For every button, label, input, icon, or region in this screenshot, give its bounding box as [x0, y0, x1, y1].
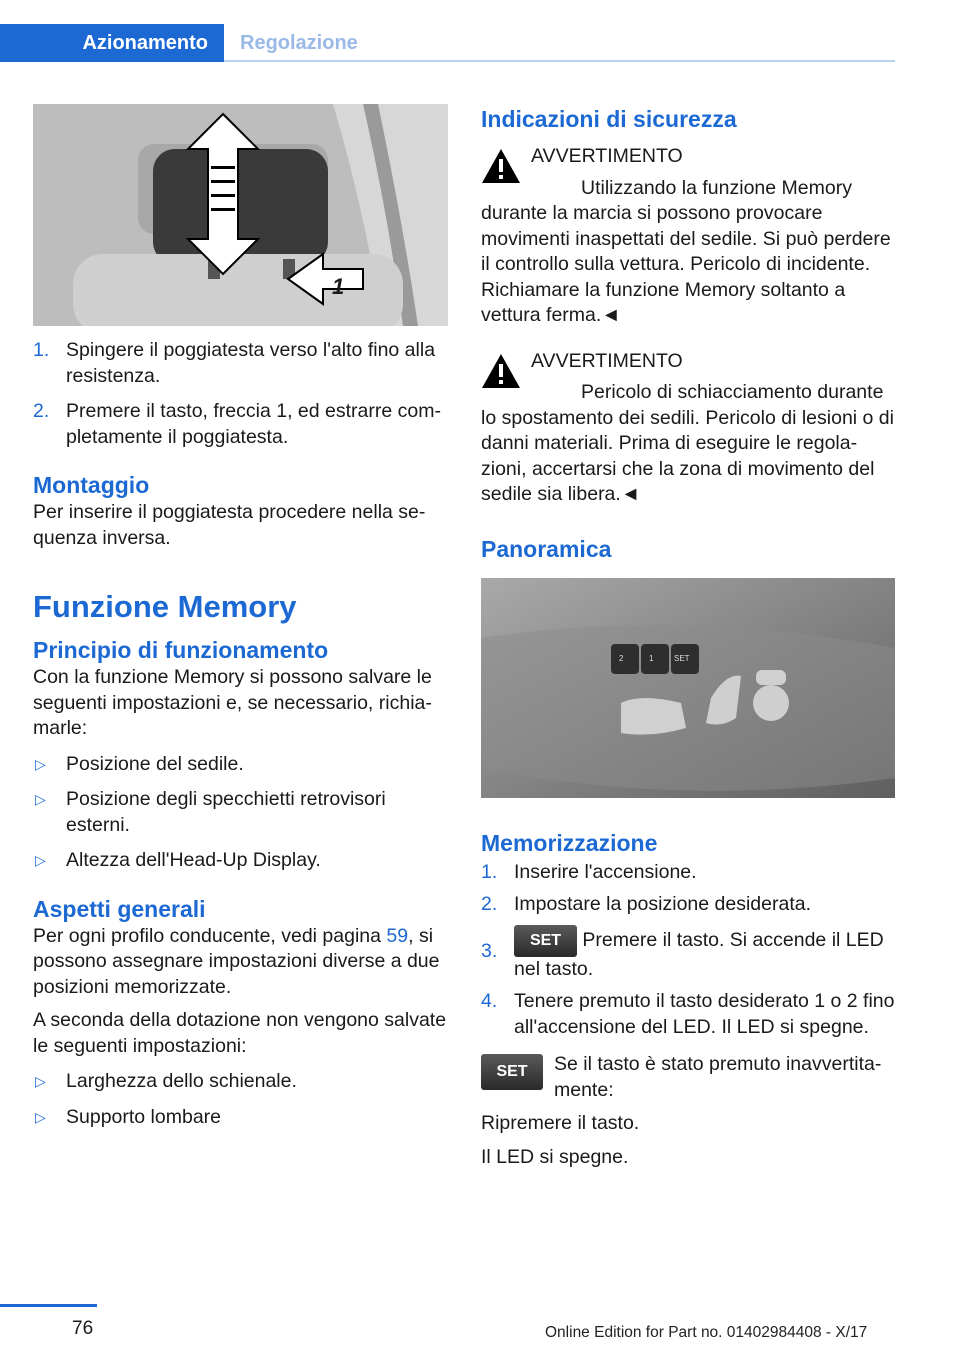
- triangle-bullet-icon: ▷: [35, 1108, 46, 1125]
- panoramica-heading: Panoramica: [481, 535, 612, 562]
- warning-block: [481, 144, 895, 329]
- montaggio-text: Per inserire il poggiatesta procedere nella sequenza inversa.: [33, 501, 426, 549]
- headrest-illustration: [33, 104, 448, 326]
- dotazione-list: [33, 1069, 448, 1130]
- set-button-icon: SET: [514, 925, 577, 957]
- step-number: 2.: [33, 400, 50, 422]
- list-item: [33, 399, 448, 450]
- memory-heading: Funzione Memory: [33, 589, 297, 624]
- seat-panel-illustration: [481, 578, 895, 798]
- principio-text: Con la funzione Memory si possono salvare le seguenti impostazioni e, se necessario, richiamarle:: [33, 666, 432, 739]
- footer-rule: [0, 1304, 97, 1307]
- list-item-text: Posizione del sedile.: [66, 752, 244, 775]
- step-text: Premere il tasto. Si accende il LED nel tasto.: [514, 928, 884, 980]
- list-item-text: Altezza dell'Head-Up Display.: [66, 849, 321, 871]
- aspetti-text: [33, 924, 448, 1001]
- list-item: [33, 787, 448, 838]
- step-number: 3.: [481, 939, 498, 962]
- right-column: [481, 104, 895, 1170]
- panel-label-set: SET: [674, 653, 690, 663]
- memorizzazione-steps: [481, 860, 895, 1041]
- warning-title: AVVERTIMENTO: [531, 349, 683, 372]
- step-text: Tenere premuto il tasto desiderato 1 o 2 fino all'accensione del LED. Il LED si spegne.: [514, 990, 895, 1038]
- headrest-photo: [33, 104, 448, 326]
- triangle-bullet-icon: ▷: [35, 852, 46, 868]
- memorizzazione-heading: Memorizzazione: [481, 829, 658, 856]
- list-item: [481, 860, 895, 886]
- list-item: [481, 925, 895, 983]
- aspetti-text-pre: Per ogni profilo conducente, vedi pagina: [33, 924, 387, 947]
- set-button-icon: SET: [481, 1054, 543, 1090]
- list-item: [33, 1069, 448, 1095]
- triangle-bullet-icon: ▷: [35, 1073, 46, 1089]
- aspetti-text-post: , si possono assegnare impostazioni diverse a due posizioni memorizzate.: [33, 924, 440, 998]
- montaggio-heading: Montaggio: [33, 472, 150, 498]
- page-link[interactable]: 59: [386, 924, 409, 947]
- step-number: 1.: [33, 339, 50, 361]
- step-text: Spingere il poggiatesta verso l'alto fino alla resistenza.: [66, 339, 436, 387]
- callout-1: 1: [332, 274, 345, 299]
- list-item: [481, 892, 895, 918]
- list-item: [33, 1105, 448, 1131]
- step-number: 2.: [481, 893, 498, 915]
- triangle-bullet-icon: ▷: [35, 791, 46, 807]
- aspetti-heading: Aspetti generali: [33, 895, 206, 922]
- tab-regolazione[interactable]: Regolazione: [240, 32, 358, 54]
- left-column: [33, 104, 448, 1130]
- list-item-text: Posizione degli specchietti retrovisori esterni.: [66, 788, 386, 836]
- step-text: Impostare la posizione desiderata.: [514, 893, 812, 915]
- dotazione-text: A seconda della dotazione non vengono salvate le seguenti impostazioni:: [33, 1009, 447, 1057]
- removal-steps: [33, 338, 448, 450]
- seat-controls-photo: [481, 578, 895, 798]
- sicurezza-heading: Indicazioni di sicurezza: [481, 106, 737, 132]
- principio-list: [33, 752, 448, 874]
- triangle-bullet-icon: ▷: [35, 755, 46, 772]
- step-number: 1.: [481, 860, 498, 883]
- step-number: 4.: [481, 990, 498, 1012]
- page-number: 76: [72, 1318, 94, 1339]
- header-rule: [224, 60, 895, 62]
- note-block: [481, 1052, 895, 1103]
- list-item: [481, 989, 895, 1040]
- list-item: [33, 848, 448, 874]
- list-item-text: Supporto lombare: [66, 1105, 222, 1128]
- warning-text: Utilizzando la funzione Memory durante la marcia si possono provocare movimenti inaspettati del sedile. Si può perdere il controllo sulla vettura. Pericolo di incidente. Richiamare la funzione Memory soltanto a vettura ferma.◄: [481, 176, 891, 326]
- principio-heading: Principio di funzionamento: [33, 637, 329, 663]
- warning-icon: [481, 353, 521, 389]
- list-item-text: Larghezza dello schienale.: [66, 1070, 297, 1092]
- list-item: [33, 752, 448, 778]
- warning-text: Pericolo di schiacciamento durante lo spostamento dei sedili. Pericolo di lesioni o di danni materiali. Prima di eseguire le regolazioni, accertarsi che la zona di movimento del sedile sia libera.◄: [481, 381, 894, 505]
- step-text: Premere il tasto, freccia 1, ed estrarre completamente il poggiatesta.: [66, 400, 441, 448]
- warning-block: [481, 349, 895, 508]
- panel-label-2: 2: [619, 653, 624, 663]
- list-item: [33, 338, 448, 389]
- tab-azionamento[interactable]: Azionamento: [0, 24, 224, 62]
- warning-icon: [481, 148, 521, 184]
- after-text-1: Ripremere il tasto.: [481, 1112, 640, 1134]
- warning-title: AVVERTIMENTO: [531, 145, 683, 167]
- edition-text: Online Edition for Part no. 01402984408 - X/17: [545, 1324, 868, 1341]
- after-text-2: Il LED si spegne.: [481, 1145, 629, 1168]
- note-text: Se il tasto è stato premuto inavvertitamente:: [554, 1053, 882, 1101]
- header-tabs: [0, 24, 895, 62]
- panel-label-1: 1: [649, 653, 654, 663]
- step-text: Inserire l'accensione.: [514, 860, 697, 883]
